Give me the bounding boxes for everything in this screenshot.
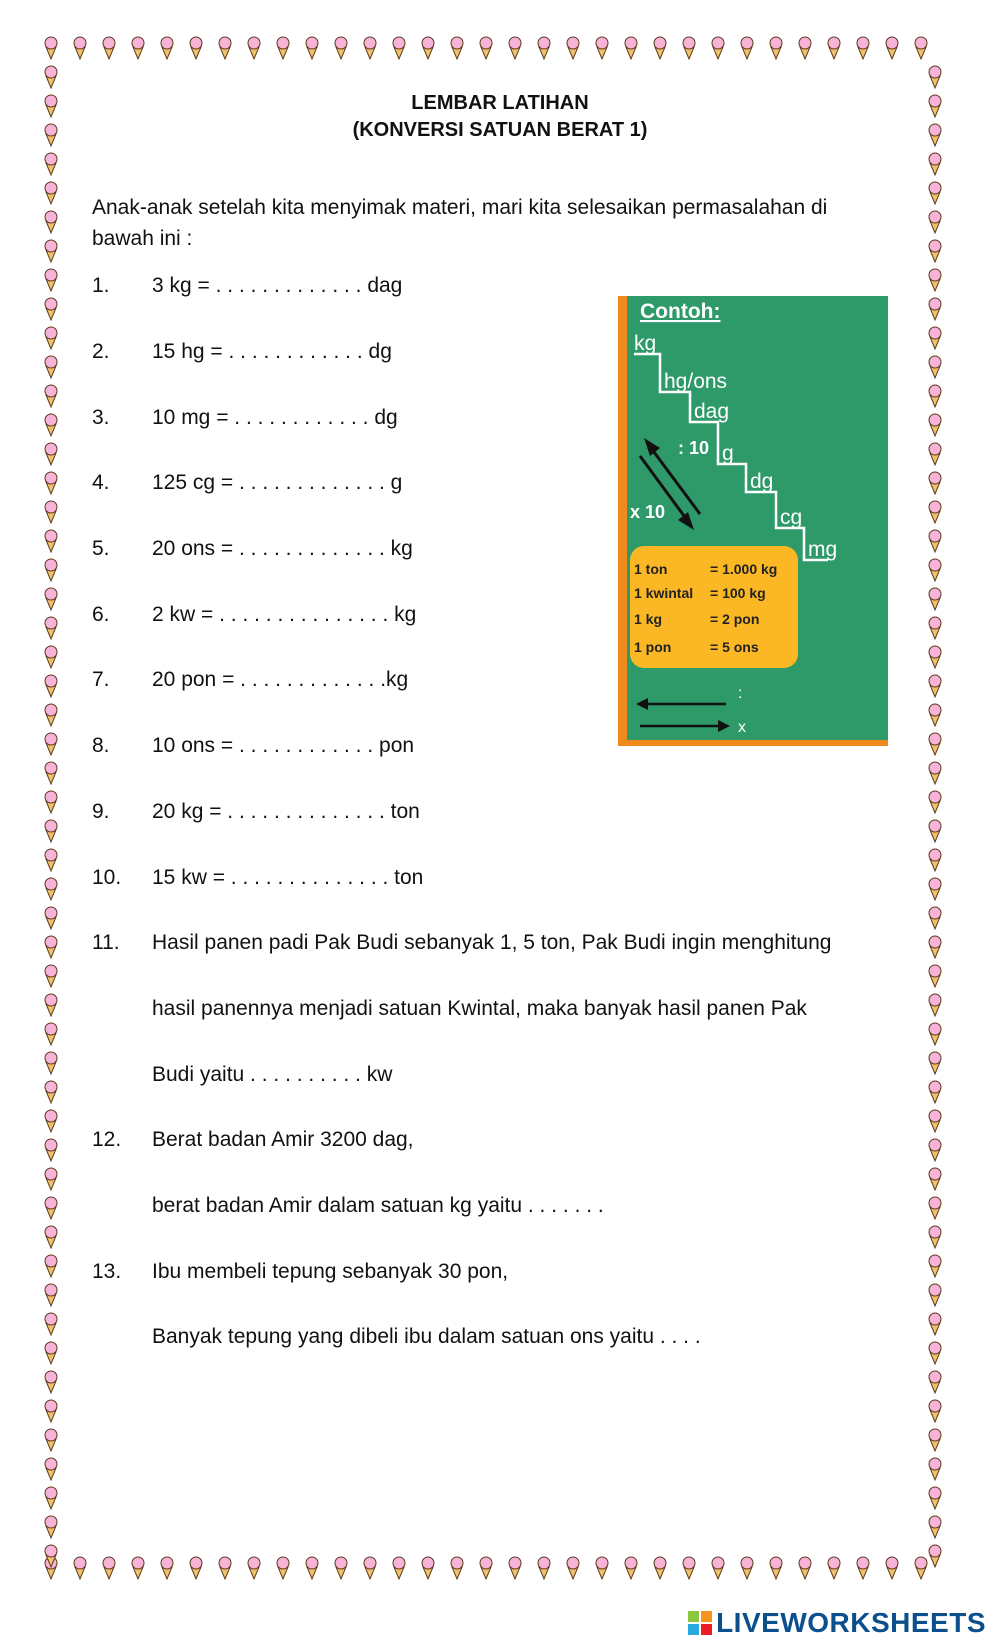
ice-cream-cone-icon (929, 559, 941, 581)
ice-cream-cone-icon (45, 1429, 57, 1451)
ice-cream-cone-icon (45, 646, 57, 668)
ice-cream-cone-icon (45, 1139, 57, 1161)
ice-cream-cone-icon (567, 37, 579, 59)
ice-cream-cone-icon (929, 269, 941, 291)
ice-cream-cone-icon (45, 1284, 57, 1306)
ice-cream-cone-icon (509, 37, 521, 59)
note-row-3-right: = 2 pon (710, 611, 760, 627)
ice-cream-cone-icon (422, 1557, 434, 1579)
ice-cream-cone-icon (770, 1557, 782, 1579)
ice-cream-cone-icon (929, 1313, 941, 1335)
ice-cream-cone-icon (929, 443, 941, 465)
ice-cream-cone-icon (828, 37, 840, 59)
ice-cream-cone-icon (929, 1226, 941, 1248)
ice-cream-cone-icon (683, 37, 695, 59)
ice-cream-cone-icon (393, 37, 405, 59)
ice-cream-cone-icon (929, 182, 941, 204)
right-arrow-label: x (738, 719, 746, 736)
ice-cream-cone-icon (45, 704, 57, 726)
ice-cream-cone-icon (929, 1400, 941, 1422)
ice-cream-cone-icon (45, 1458, 57, 1480)
ice-cream-cone-icon (132, 37, 144, 59)
ice-cream-cone-icon (45, 1023, 57, 1045)
ice-cream-cone-icon (45, 298, 57, 320)
ice-cream-cone-icon (45, 1052, 57, 1074)
ice-cream-cone-icon (929, 1516, 941, 1538)
ice-cream-cone-icon (161, 37, 173, 59)
ice-cream-cone-icon (799, 1557, 811, 1579)
ice-cream-cone-icon (45, 385, 57, 407)
note-row-2-left: 1 kwintal (634, 585, 694, 601)
ice-cream-cone-icon (45, 1255, 57, 1277)
ice-cream-cone-icon (393, 1557, 405, 1579)
ice-cream-cone-icon (683, 1557, 695, 1579)
ice-cream-cone-icon (306, 1557, 318, 1579)
ice-cream-cone-icon (654, 37, 666, 59)
ice-cream-cone-icon (929, 1052, 941, 1074)
ice-cream-cone-icon (45, 791, 57, 813)
note-row-1-left: 1 ton (634, 561, 668, 577)
ice-cream-cone-icon (45, 1342, 57, 1364)
unit-g: g (722, 442, 734, 465)
question-13-line2: Banyak tepung yang dibeli ibu dalam satuan ons yaitu . . . . (152, 1325, 701, 1348)
ice-cream-cone-icon (929, 907, 941, 929)
ice-cream-cone-icon (929, 356, 941, 378)
ice-cream-cone-icon (929, 733, 941, 755)
ice-cream-cone-icon (45, 1516, 57, 1538)
ice-cream-cone-icon (45, 1545, 57, 1567)
ice-cream-cone-icon (929, 240, 941, 262)
unit-hg-ons: hg/ons (664, 370, 728, 393)
ice-cream-cone-icon (45, 414, 57, 436)
board-frame-left (618, 296, 627, 746)
ice-cream-cone-icon (929, 878, 941, 900)
ice-cream-cone-icon (915, 37, 927, 59)
ice-cream-cone-icon (45, 327, 57, 349)
ice-cream-cone-icon (654, 1557, 666, 1579)
ice-cream-cone-icon (567, 1557, 579, 1579)
ice-cream-cone-icon (248, 1557, 260, 1579)
question-4: 4. 125 cg = . . . . . . . . . . . . . g (92, 471, 403, 494)
ice-cream-cone-icon (712, 37, 724, 59)
ice-cream-cone-icon (929, 617, 941, 639)
ice-cream-cone-icon (886, 37, 898, 59)
ice-cream-cone-icon (480, 1557, 492, 1579)
ice-cream-cone-icon (103, 37, 115, 59)
ice-cream-cone-icon (828, 1557, 840, 1579)
ice-cream-cone-icon (929, 1371, 941, 1393)
ice-cream-cone-icon (929, 1342, 941, 1364)
ice-cream-cone-icon (929, 820, 941, 842)
ice-cream-cone-icon (74, 37, 86, 59)
ice-cream-cone-icon (335, 37, 347, 59)
question-12-line2: berat badan Amir dalam satuan kg yaitu . . . . . . . (152, 1194, 604, 1217)
ice-cream-cone-icon (335, 1557, 347, 1579)
note-row-4-left: 1 pon (634, 639, 672, 655)
ice-cream-cone-icon (929, 472, 941, 494)
ice-cream-cone-icon (364, 37, 376, 59)
ice-cream-cone-icon (929, 849, 941, 871)
board-frame-bottom (618, 740, 888, 746)
ice-cream-cone-icon (929, 211, 941, 233)
ice-cream-cone-icon (45, 849, 57, 871)
ice-cream-cone-icon (45, 472, 57, 494)
ice-cream-cone-icon (929, 501, 941, 523)
ice-cream-cone-icon (103, 1557, 115, 1579)
logo-mark-icon (688, 1611, 712, 1635)
ice-cream-cone-icon (45, 994, 57, 1016)
ice-cream-cone-icon (45, 617, 57, 639)
unit-cg: cg (780, 506, 803, 529)
ice-cream-cone-icon (45, 762, 57, 784)
ice-cream-cone-icon (929, 646, 941, 668)
liveworksheets-logo (688, 1607, 986, 1639)
ice-cream-cone-icon (929, 1168, 941, 1190)
note-row-4-right: = 5 ons (710, 639, 759, 655)
question-10: 10. 15 kw = . . . . . . . . . . . . . . ton (92, 866, 424, 889)
ice-cream-cone-icon (596, 37, 608, 59)
ice-cream-cone-icon (45, 820, 57, 842)
unit-kg: kg (634, 332, 657, 355)
ice-cream-cone-icon (45, 878, 57, 900)
ice-cream-cone-icon (45, 1557, 57, 1579)
ice-cream-cone-icon (45, 153, 57, 175)
ice-cream-cone-icon (45, 66, 57, 88)
ice-cream-cone-icon (45, 936, 57, 958)
ice-cream-cone-icon (929, 327, 941, 349)
ice-cream-cone-icon (451, 1557, 463, 1579)
ice-cream-cone-icon (306, 37, 318, 59)
ice-cream-cone-icon (190, 37, 202, 59)
ice-cream-cone-icon (886, 1557, 898, 1579)
divide-ten-label: : 10 (678, 438, 710, 458)
ice-cream-cone-icon (45, 530, 57, 552)
ice-cream-cone-icon (770, 37, 782, 59)
ice-cream-cone-icon (45, 1168, 57, 1190)
ice-cream-cone-icon (45, 501, 57, 523)
ice-cream-cone-icon (45, 1487, 57, 1509)
ice-cream-cone-icon (277, 1557, 289, 1579)
ice-cream-cone-icon (915, 1557, 927, 1579)
ice-cream-cone-icon (219, 37, 231, 59)
ice-cream-cone-icon (929, 1197, 941, 1219)
left-arrow-label: : (738, 685, 743, 702)
ice-cream-cone-icon (929, 298, 941, 320)
ice-cream-cone-icon (45, 182, 57, 204)
ice-cream-cone-icon (451, 37, 463, 59)
ice-cream-cone-icon (45, 965, 57, 987)
ice-cream-cone-icon (929, 1081, 941, 1103)
ice-cream-cone-icon (45, 240, 57, 262)
ice-cream-cone-icon (929, 994, 941, 1016)
ice-cream-cone-icon (929, 1023, 941, 1045)
ice-cream-cone-icon (712, 1557, 724, 1579)
board-heading: Contoh: (640, 300, 721, 323)
multiply-ten-label: x 10 (630, 502, 666, 522)
question-5: 5. 20 ons = . . . . . . . . . . . . . kg (92, 537, 413, 560)
ice-cream-cone-icon (929, 762, 941, 784)
ice-cream-cone-icon (45, 588, 57, 610)
question-7: 7. 20 pon = . . . . . . . . . . . . .kg (92, 668, 409, 691)
ice-cream-cone-icon (929, 530, 941, 552)
ice-cream-cone-icon (799, 37, 811, 59)
ice-cream-cone-icon (45, 1081, 57, 1103)
ice-cream-cone-icon (190, 1557, 202, 1579)
question-11: 11. Hasil panen padi Pak Budi sebanyak 1, 5 ton, Pak Budi ingin menghitung (92, 931, 832, 954)
ice-cream-cone-icon (538, 37, 550, 59)
ice-cream-cone-icon (929, 1458, 941, 1480)
ice-cream-cone-icon (45, 37, 57, 59)
question-9: 9. 20 kg = . . . . . . . . . . . . . . ton (92, 800, 420, 823)
intro-text: Anak-anak setelah kita menyimak materi, mari kita selesaikan permasalahan di bawah ini : (92, 196, 828, 250)
ice-cream-cone-icon (929, 1255, 941, 1277)
ice-cream-cone-icon (132, 1557, 144, 1579)
question-3: 3. 10 mg = . . . . . . . . . . . . dg (92, 406, 398, 429)
note-row-3-left: 1 kg (634, 611, 663, 627)
question-12: 12. Berat badan Amir 3200 dag, (92, 1128, 414, 1151)
ice-cream-cone-icon (45, 269, 57, 291)
ice-cream-cone-icon (929, 66, 941, 88)
ice-cream-cone-icon (929, 1139, 941, 1161)
ice-cream-cone-icon (45, 1400, 57, 1422)
ice-cream-cone-icon (277, 37, 289, 59)
note-row-2-right: = 100 kg (710, 585, 766, 601)
example-chalkboard (618, 296, 888, 746)
worksheet-subtitle: (KONVERSI SATUAN BERAT 1) (352, 119, 648, 141)
ice-cream-cone-icon (509, 1557, 521, 1579)
ice-cream-cone-icon (219, 1557, 231, 1579)
ice-cream-cone-icon (929, 1110, 941, 1132)
question-13: 13. Ibu membeli tepung sebanyak 30 pon, (92, 1260, 509, 1283)
ice-cream-cone-icon (929, 1545, 941, 1567)
question-11-line3: Budi yaitu . . . . . . . . . . kw (152, 1063, 393, 1086)
ice-cream-cone-icon (248, 37, 260, 59)
ice-cream-cone-icon (45, 1197, 57, 1219)
brand-text: LIVEWORKSHEETS (716, 1607, 986, 1638)
ice-cream-cone-icon (45, 443, 57, 465)
ice-cream-cone-icon (45, 675, 57, 697)
ice-cream-cone-icon (929, 414, 941, 436)
ice-cream-cone-icon (161, 1557, 173, 1579)
ice-cream-cone-icon (625, 1557, 637, 1579)
question-11-line2: hasil panennya menjadi satuan Kwintal, maka banyak hasil panen Pak (152, 997, 807, 1020)
question-8: 8. 10 ons = . . . . . . . . . . . . pon (92, 734, 415, 757)
ice-cream-cone-icon (45, 1110, 57, 1132)
ice-cream-cone-icon (857, 37, 869, 59)
ice-cream-cone-icon (929, 791, 941, 813)
note-row-1-right: = 1.000 kg (710, 561, 778, 577)
ice-cream-cone-icon (929, 704, 941, 726)
ice-cream-cone-icon (45, 1371, 57, 1393)
ice-cream-cone-icon (596, 1557, 608, 1579)
ice-cream-cone-icon (480, 37, 492, 59)
ice-cream-cone-icon (45, 211, 57, 233)
question-6: 6. 2 kw = . . . . . . . . . . . . . . . kg (92, 603, 417, 626)
ice-cream-cone-icon (929, 1284, 941, 1306)
ice-cream-cone-icon (45, 1226, 57, 1248)
question-1: 1. 3 kg = . . . . . . . . . . . . . dag (92, 274, 403, 297)
ice-cream-cone-icon (929, 1429, 941, 1451)
ice-cream-cone-icon (929, 588, 941, 610)
ice-cream-cone-icon (45, 559, 57, 581)
ice-cream-cone-icon (45, 907, 57, 929)
ice-cream-cone-icon (929, 965, 941, 987)
ice-cream-cone-icon (741, 1557, 753, 1579)
ice-cream-cone-icon (929, 936, 941, 958)
ice-cream-cone-icon (741, 37, 753, 59)
ice-cream-cone-icon (364, 1557, 376, 1579)
question-2: 2. 15 hg = . . . . . . . . . . . . dg (92, 340, 392, 363)
unit-dg: dg (750, 470, 774, 493)
ice-cream-cone-icon (929, 1487, 941, 1509)
ice-cream-cone-icon (45, 356, 57, 378)
ice-cream-cone-icon (422, 37, 434, 59)
worksheet-title: LEMBAR LATIHAN (411, 92, 589, 114)
ice-cream-cone-icon (45, 1313, 57, 1335)
ice-cream-cone-icon (929, 385, 941, 407)
ice-cream-cone-icon (929, 675, 941, 697)
ice-cream-cone-icon (857, 1557, 869, 1579)
ice-cream-cone-icon (45, 733, 57, 755)
ice-cream-cone-icon (929, 153, 941, 175)
unit-mg: mg (808, 538, 838, 561)
ice-cream-cone-icon (625, 37, 637, 59)
unit-dag: dag (694, 400, 730, 423)
ice-cream-cone-icon (538, 1557, 550, 1579)
ice-cream-cone-icon (74, 1557, 86, 1579)
